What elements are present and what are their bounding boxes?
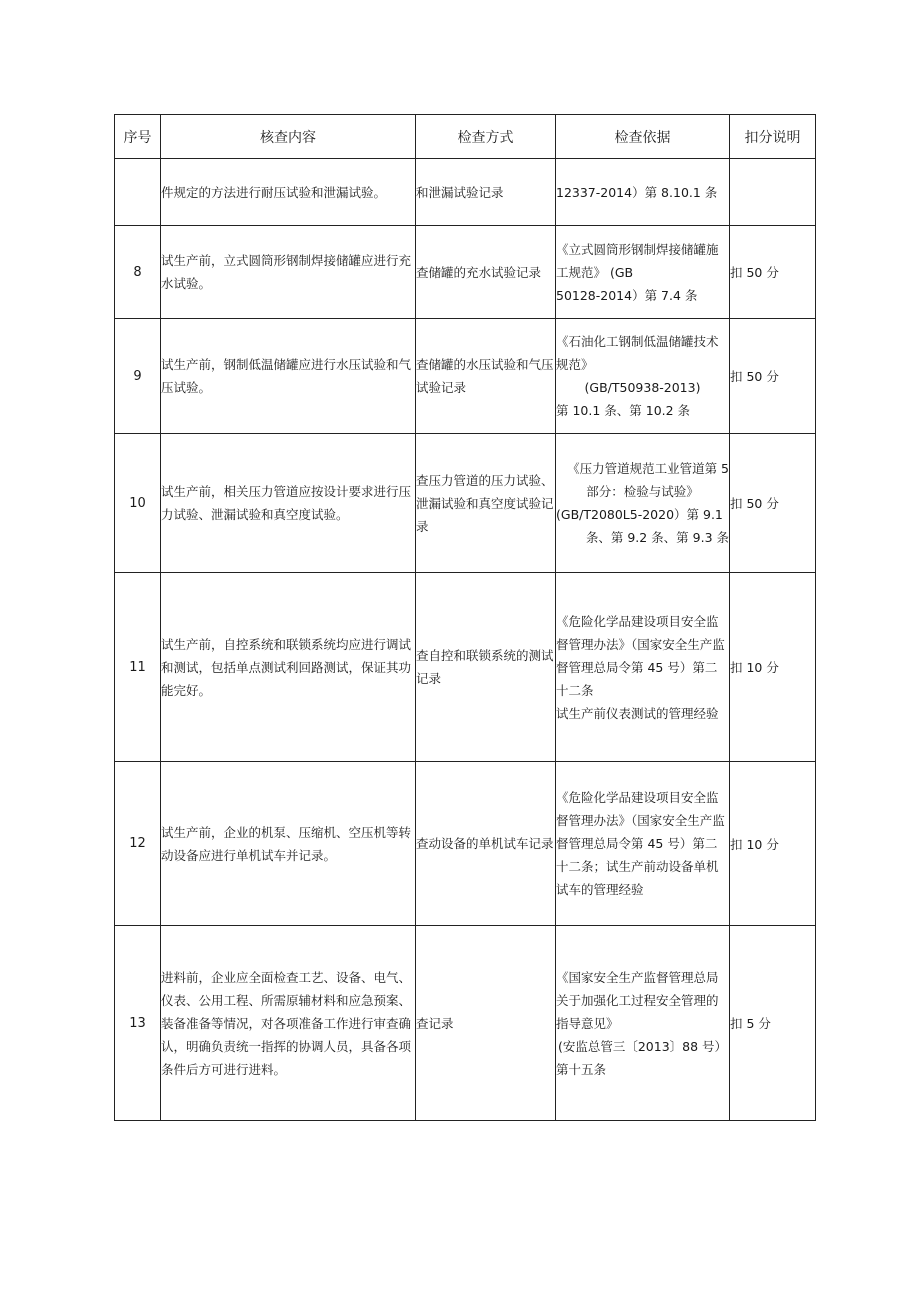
row-num: 11 — [115, 573, 161, 762]
table-row — [115, 573, 816, 762]
row-content: 试生产前，自控系统和联锁系统均应进行调试和测试，包括单点测试利回路测试，保证其功能完好。 — [161, 573, 416, 762]
row-basis — [556, 926, 730, 1121]
row-deduction: 扣 50 分 — [730, 434, 816, 573]
basis-line: (GB/T50938-2013) — [584, 380, 701, 395]
row-basis — [556, 434, 730, 573]
row-content: 件规定的方法进行耐压试验和泄漏试验。 — [161, 159, 416, 226]
basis-line: 12337-2014）第 8.10.1 条 — [556, 184, 718, 200]
header-row — [115, 115, 816, 159]
row-basis — [556, 226, 730, 319]
basis-line: 《国家安全生产监督管理总局关于加强化工过程安全管理的指导意见》 — [556, 969, 719, 1031]
table-row — [115, 926, 816, 1121]
row-num: 8 — [115, 226, 161, 319]
basis-line: (GB/T2080L5-2020）第 9.1 — [556, 507, 723, 522]
row-basis — [556, 762, 730, 926]
basis-line: 《压力管道规范工业管道第 5 — [567, 461, 729, 476]
basis-line: 《危险化学品建设项目安全监督管理办法》（国家安全生产监督管理总局令第 45 号）第二十二条；试生产前动设备单机试车的管理经验 — [556, 790, 725, 897]
row-method: 查压力管道的压力试验、泄漏试验和真空度试验记录 — [416, 434, 556, 573]
row-num — [115, 159, 161, 226]
row-num: 9 — [115, 319, 161, 434]
header-basis: 检查依据 — [556, 115, 730, 159]
row-basis — [556, 319, 730, 434]
row-method: 查储罐的水压试验和气压试验记录 — [416, 319, 556, 434]
row-content: 试生产前，相关压力管道应按设计要求进行压力试验、泄漏试验和真空度试验。 — [161, 434, 416, 573]
header-method: 检查方式 — [416, 115, 556, 159]
row-method: 和泄漏试验记录 — [416, 159, 556, 226]
row-method: 查记录 — [416, 926, 556, 1121]
table-row — [115, 159, 816, 226]
table-row — [115, 226, 816, 319]
basis-line: 第 10.1 条、第 10.2 条 — [556, 403, 691, 418]
basis-line: 部分：检验与试验》 — [586, 484, 699, 499]
header-num: 序号 — [115, 115, 161, 159]
inspection-table — [114, 114, 816, 1121]
basis-line: 50128-2014）第 7.4 条 — [556, 287, 698, 303]
row-deduction: 扣 10 分 — [730, 573, 816, 762]
row-basis — [556, 159, 730, 226]
row-content: 试生产前，钢制低温储罐应进行水压试验和气压试验。 — [161, 319, 416, 434]
table-row — [115, 434, 816, 573]
row-content: 试生产前，立式圆筒形钢制焊接储罐应进行充水试验。 — [161, 226, 416, 319]
row-num: 10 — [115, 434, 161, 573]
row-deduction: 扣 50 分 — [730, 226, 816, 319]
header-deduction: 扣分说明 — [730, 115, 816, 159]
header-content: 核查内容 — [161, 115, 416, 159]
row-deduction — [730, 159, 816, 226]
row-deduction: 扣 10 分 — [730, 762, 816, 926]
row-method: 查自控和联锁系统的测试记录 — [416, 573, 556, 762]
basis-line: 试生产前仪表测试的管理经验 — [556, 705, 719, 721]
basis-line: 《危险化学品建设项目安全监督管理办法》（国家安全生产监督管理总局令第 45 号）第二十二条 — [556, 613, 725, 698]
table-row — [115, 319, 816, 434]
row-num: 12 — [115, 762, 161, 926]
basis-line: 条、第 9.2 条、第 9.3 条 — [585, 530, 729, 545]
basis-line: 《立式圆筒形钢制焊接储罐施工规范》 (GB — [556, 241, 719, 280]
basis-line: 《石油化工钢制低温储罐技术规范》 — [556, 334, 719, 372]
basis-line: (安监总管三〔2013〕88 号） — [557, 1038, 728, 1054]
row-deduction: 扣 5 分 — [730, 926, 816, 1121]
row-method: 查动设备的单机试车记录 — [416, 762, 556, 926]
basis-line: 第十五条 — [556, 1061, 607, 1077]
row-content: 试生产前，企业的机泵、压缩机、空压机等转动设备应进行单机试车并记录。 — [161, 762, 416, 926]
row-content: 进料前，企业应全面检查工艺、设备、电气、仪表、公用工程、所需原辅材料和应急预案、装备准备等情况，对各项准备工作进行审查确认，明确负责统一指挥的协调人员，具备各项条件后方可进行进料。 — [161, 926, 416, 1121]
row-num: 13 — [115, 926, 161, 1121]
table-row — [115, 762, 816, 926]
row-basis — [556, 573, 730, 762]
row-deduction: 扣 50 分 — [730, 319, 816, 434]
row-method: 查储罐的充水试验记录 — [416, 226, 556, 319]
